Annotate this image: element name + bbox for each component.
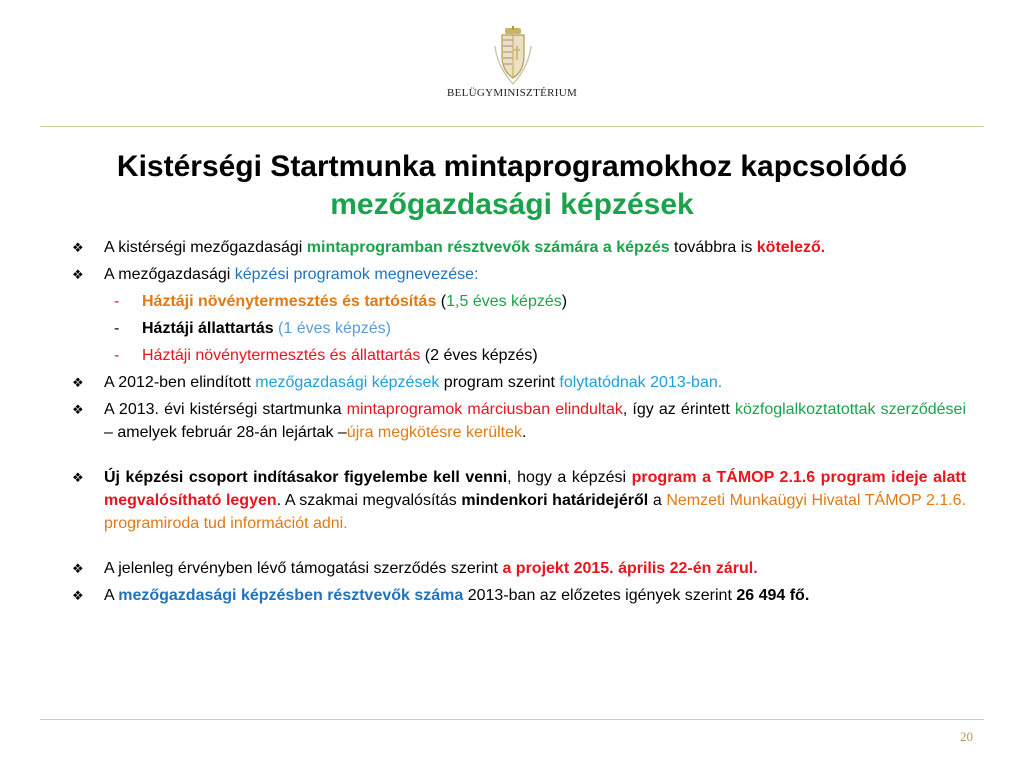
bullet-highlight: közfoglalkoztatottak szerződései bbox=[734, 401, 967, 418]
bullet-text: A bbox=[104, 587, 119, 604]
sub-item bbox=[72, 317, 966, 340]
sub-item-title: Háztáji növénytermesztés és állattartás bbox=[142, 347, 421, 364]
bullet-text: a bbox=[648, 492, 667, 509]
diamond-bullet-icon: ❖ bbox=[72, 240, 84, 255]
dash-marker: - bbox=[114, 320, 120, 337]
sub-item bbox=[72, 344, 966, 367]
sub-item-title: Háztáji növénytermesztés és tartósítás bbox=[142, 293, 437, 310]
bullet-item bbox=[72, 371, 966, 394]
bullet-highlight: program a TÁMOP 2.1.6 program ideje alatt megvalósítható legyen bbox=[104, 469, 967, 509]
sub-item-highlight: 1,5 éves képzés bbox=[446, 293, 562, 310]
bullet-text: – amelyek február 28-án lejártak – bbox=[104, 424, 347, 441]
coat-of-arms-icon bbox=[493, 26, 533, 88]
page-number: 20 bbox=[960, 729, 973, 744]
bullet-item bbox=[72, 236, 966, 259]
slide-content bbox=[72, 236, 966, 611]
sub-item-text: ( bbox=[436, 293, 447, 310]
sub-item-highlight: (1 éves képzés) bbox=[273, 320, 391, 337]
title-line-1: Kistérségi Startmunka mintaprogramokhoz kapcsolódó bbox=[116, 150, 908, 183]
bullet-text: A 2013. évi kistérségi startmunka bbox=[104, 401, 347, 418]
bottom-divider bbox=[40, 719, 984, 720]
diamond-bullet-icon: ❖ bbox=[72, 470, 84, 485]
bullet-item bbox=[72, 584, 966, 607]
bullet-highlight: mindenkori határidejéről bbox=[461, 492, 649, 509]
bullet-highlight: 26 494 fő. bbox=[736, 587, 810, 604]
bullet-highlight: Nemzeti Munkaügyi Hivatal TÁMOP 2.1.6. programiroda tud információt adni. bbox=[104, 492, 967, 532]
bullet-highlight: Új képzési csoport indításakor figyelembe kell venni bbox=[104, 469, 508, 486]
bullet-item bbox=[72, 263, 966, 286]
bullet-highlight: mezőgazdasági képzések bbox=[255, 374, 440, 391]
diamond-bullet-icon: ❖ bbox=[72, 375, 84, 390]
spacer bbox=[72, 448, 966, 466]
sub-item bbox=[72, 290, 966, 313]
bullet-text: . bbox=[521, 424, 527, 441]
bullet-text: A kistérségi mezőgazdasági bbox=[104, 239, 307, 256]
spacer bbox=[72, 539, 966, 557]
bullet-text: A jelenleg érvényben lévő támogatási szerződés szerint bbox=[104, 560, 503, 577]
sub-item-text: (2 éves képzés) bbox=[420, 347, 538, 364]
bullet-highlight: mezőgazdasági képzésben résztvevők száma bbox=[118, 587, 464, 604]
bullet-text: program szerint bbox=[439, 374, 560, 391]
title-line-2: mezőgazdasági képzések bbox=[330, 188, 694, 221]
bullet-highlight: folytatódnak 2013-ban. bbox=[559, 374, 723, 391]
bullet-highlight: újra megkötésre kerültek bbox=[346, 424, 522, 441]
bullet-text: 2013-ban az előzetes igények szerint bbox=[463, 587, 737, 604]
sub-item-text: ) bbox=[561, 293, 568, 310]
dash-marker: - bbox=[114, 347, 120, 364]
bullet-item bbox=[72, 557, 966, 580]
bullet-text: , hogy a képzési bbox=[507, 469, 632, 486]
dash-marker: - bbox=[114, 293, 120, 310]
bullet-highlight: mintaprogramban résztvevők számára a képzés bbox=[306, 239, 670, 256]
top-divider bbox=[40, 126, 984, 127]
bullet-item bbox=[72, 398, 966, 444]
diamond-bullet-icon: ❖ bbox=[72, 402, 84, 417]
diamond-bullet-icon: ❖ bbox=[72, 588, 84, 603]
bullet-text: továbbra is bbox=[669, 239, 757, 256]
bullet-text: A 2012-ben elindított bbox=[104, 374, 256, 391]
sub-item-title: Háztáji állattartás bbox=[142, 320, 274, 337]
slide-title bbox=[0, 148, 1024, 224]
bullet-text: . A szakmai megvalósítás bbox=[276, 492, 462, 509]
bullet-highlight: képzési programok megnevezése: bbox=[234, 266, 479, 283]
bullet-highlight: a projekt 2015. április 22-én zárul. bbox=[502, 560, 758, 577]
bullet-highlight: kötelező. bbox=[756, 239, 826, 256]
bullet-highlight: mintaprogramok márciusban elindultak bbox=[346, 401, 623, 418]
ministry-name: BELÜGYMINISZTÉRIUM bbox=[446, 87, 578, 99]
bullet-text: A mezőgazdasági bbox=[104, 266, 235, 283]
diamond-bullet-icon: ❖ bbox=[72, 561, 84, 576]
bullet-text: , így az érintett bbox=[622, 401, 735, 418]
bullet-item bbox=[72, 466, 966, 535]
diamond-bullet-icon: ❖ bbox=[72, 267, 84, 282]
